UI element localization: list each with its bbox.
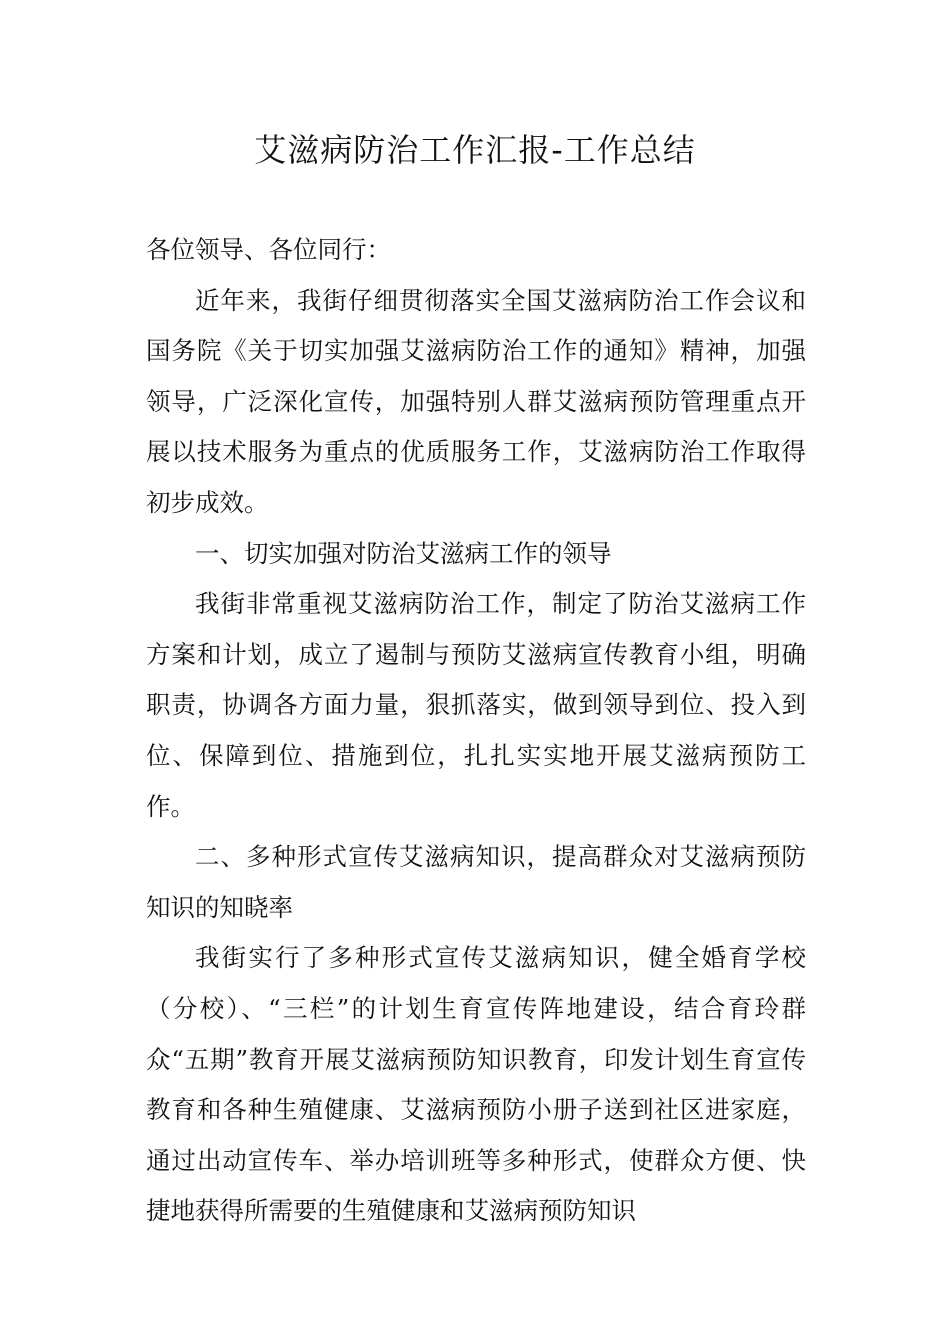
section-heading-leadership: 一、切实加强对防治艾滋病工作的领导 — [195, 538, 612, 568]
section-heading-publicity: 二、多种形式宣传艾滋病知识，提高群众对艾滋病预防知识的知晓率 — [146, 842, 806, 922]
document-title: 艾滋病防治工作汇报-工作总结 — [254, 131, 696, 169]
paragraph-leadership: 我街非常重视艾滋病防治工作，制定了防治艾滋病工作方案和计划，成立了遏制与预防艾滋病宣传教育小组，明确职责，协调各方面力量，狠抓落实，做到领导到位、投入到位、保障到位、措施到位，扎扎实实地开展艾滋病预防工作。 — [146, 589, 806, 821]
document-body — [146, 225, 806, 1237]
paragraph-publicity: 我街实行了多种形式宣传艾滋病知识，健全婚育学校（分校）、“三栏”的计划生育宣传阵地建设，结合育玲群众“五期”教育开展艾滋病预防知识教育，印发计划生育宣传教育和各种生殖健康、艾滋病预防小册子送到社区进家庭，通过出动宣传车、举办培训班等多种形式，使群众方便、快捷地获得所需要的生殖健康和艾滋病预防知识 — [146, 943, 806, 1226]
salutation: 各位领导、各位同行： — [146, 235, 391, 264]
paragraph-intro: 近年来，我街仔细贯彻落实全国艾滋病防治工作会议和国务院《关于切实加强艾滋病防治工作的通知》精神，加强领导，广泛深化宣传，加强特别人群艾滋病预防管理重点开展以技术服务为重点的优质服务工作，艾滋病防治工作取得初步成效。 — [146, 285, 806, 517]
